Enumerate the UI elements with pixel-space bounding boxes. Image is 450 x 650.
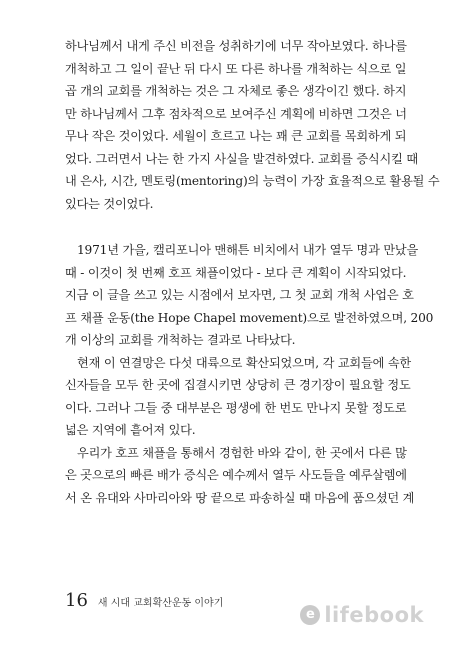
text-line: 하나님께서 내게 주신 비전을 성취하기에 너무 작아보였다. 하나를 <box>65 39 407 53</box>
body-text <box>65 35 440 509</box>
text-line: 프 채플 운동(the Hope Chapel movement)으로 발전하였으며, 200 <box>65 310 434 325</box>
text-line: 서 온 유대와 사마리아와 땅 끝으로 파송하실 때 마음에 품으셨던 계 <box>65 490 415 505</box>
text-line: 무나 작은 것이었다. 세월이 흐르고 나는 꽤 큰 교회를 목회하게 되 <box>65 129 407 143</box>
text-line: 1971년 가을, 캘리포니아 맨해튼 비치에서 내가 열두 명과 만났을 <box>77 243 419 257</box>
paragraph-2 <box>65 239 434 352</box>
text-line: 신자들을 모두 한 곳에 집결시키면 상당히 큰 경기장이 필요할 정도 <box>65 378 411 392</box>
text-line: 내 은사, 시간, 멘토링(mentoring)의 능력이 가장 효율적으로 활용될 수 <box>65 174 440 188</box>
text-line: 넓은 지역에 흩어져 있다. <box>65 423 196 437</box>
watermark-logo <box>300 603 424 627</box>
text-line: 우리가 호프 채플을 통해서 경험한 바와 같이, 한 곳에서 다른 많 <box>77 445 407 460</box>
text-line: 지금 이 글을 쓰고 있는 시점에서 보자면, 그 첫 교회 개척 사업은 호 <box>65 288 414 302</box>
page-number: 16 <box>65 590 88 611</box>
text-line: 때 - 이것이 첫 번째 호프 채플이었다 - 보다 큰 계획이 시작되었다. <box>65 265 407 280</box>
text-line: 개 이상의 교회를 개척하는 결과로 나타났다. <box>65 333 296 347</box>
text-line: 만 하나님께서 그후 점차적으로 보여주신 계획에 비하면 그것은 너 <box>65 106 407 121</box>
paragraph-4 <box>65 442 415 510</box>
e-badge-icon: e <box>300 605 320 625</box>
text-line: 은 곳으로의 빠른 배가 증식은 예수께서 열두 사도들을 예루살렘에 <box>65 468 407 482</box>
paragraph-1 <box>65 35 440 215</box>
paragraph-3 <box>65 352 411 442</box>
text-line: 이다. 그러나 그들 중 대부분은 평생에 한 번도 만나지 못할 정도로 <box>65 400 407 415</box>
page-footer <box>65 590 223 611</box>
text-line: 현재 이 연결망은 다섯 대륙으로 확산되었으며, 각 교회들에 속한 <box>77 355 411 370</box>
text-line: 었다. 그러면서 나는 한 가지 사실을 발견하였다. 교회를 증식시킬 때 <box>65 151 418 166</box>
text-line: 곱 개의 교회를 개척하는 것은 그 자체로 좋은 생각이긴 했다. 하지 <box>65 84 407 98</box>
text-line: 있다는 것이었다. <box>65 196 154 211</box>
watermark-text: lifebook <box>324 603 424 627</box>
paragraph-gap <box>65 215 405 239</box>
text-line: 개척하고 그 일이 끝난 뒤 다시 또 다른 하나를 개척하는 식으로 일 <box>65 61 407 76</box>
running-title: 새 시대 교회확산운동 이야기 <box>97 598 224 609</box>
